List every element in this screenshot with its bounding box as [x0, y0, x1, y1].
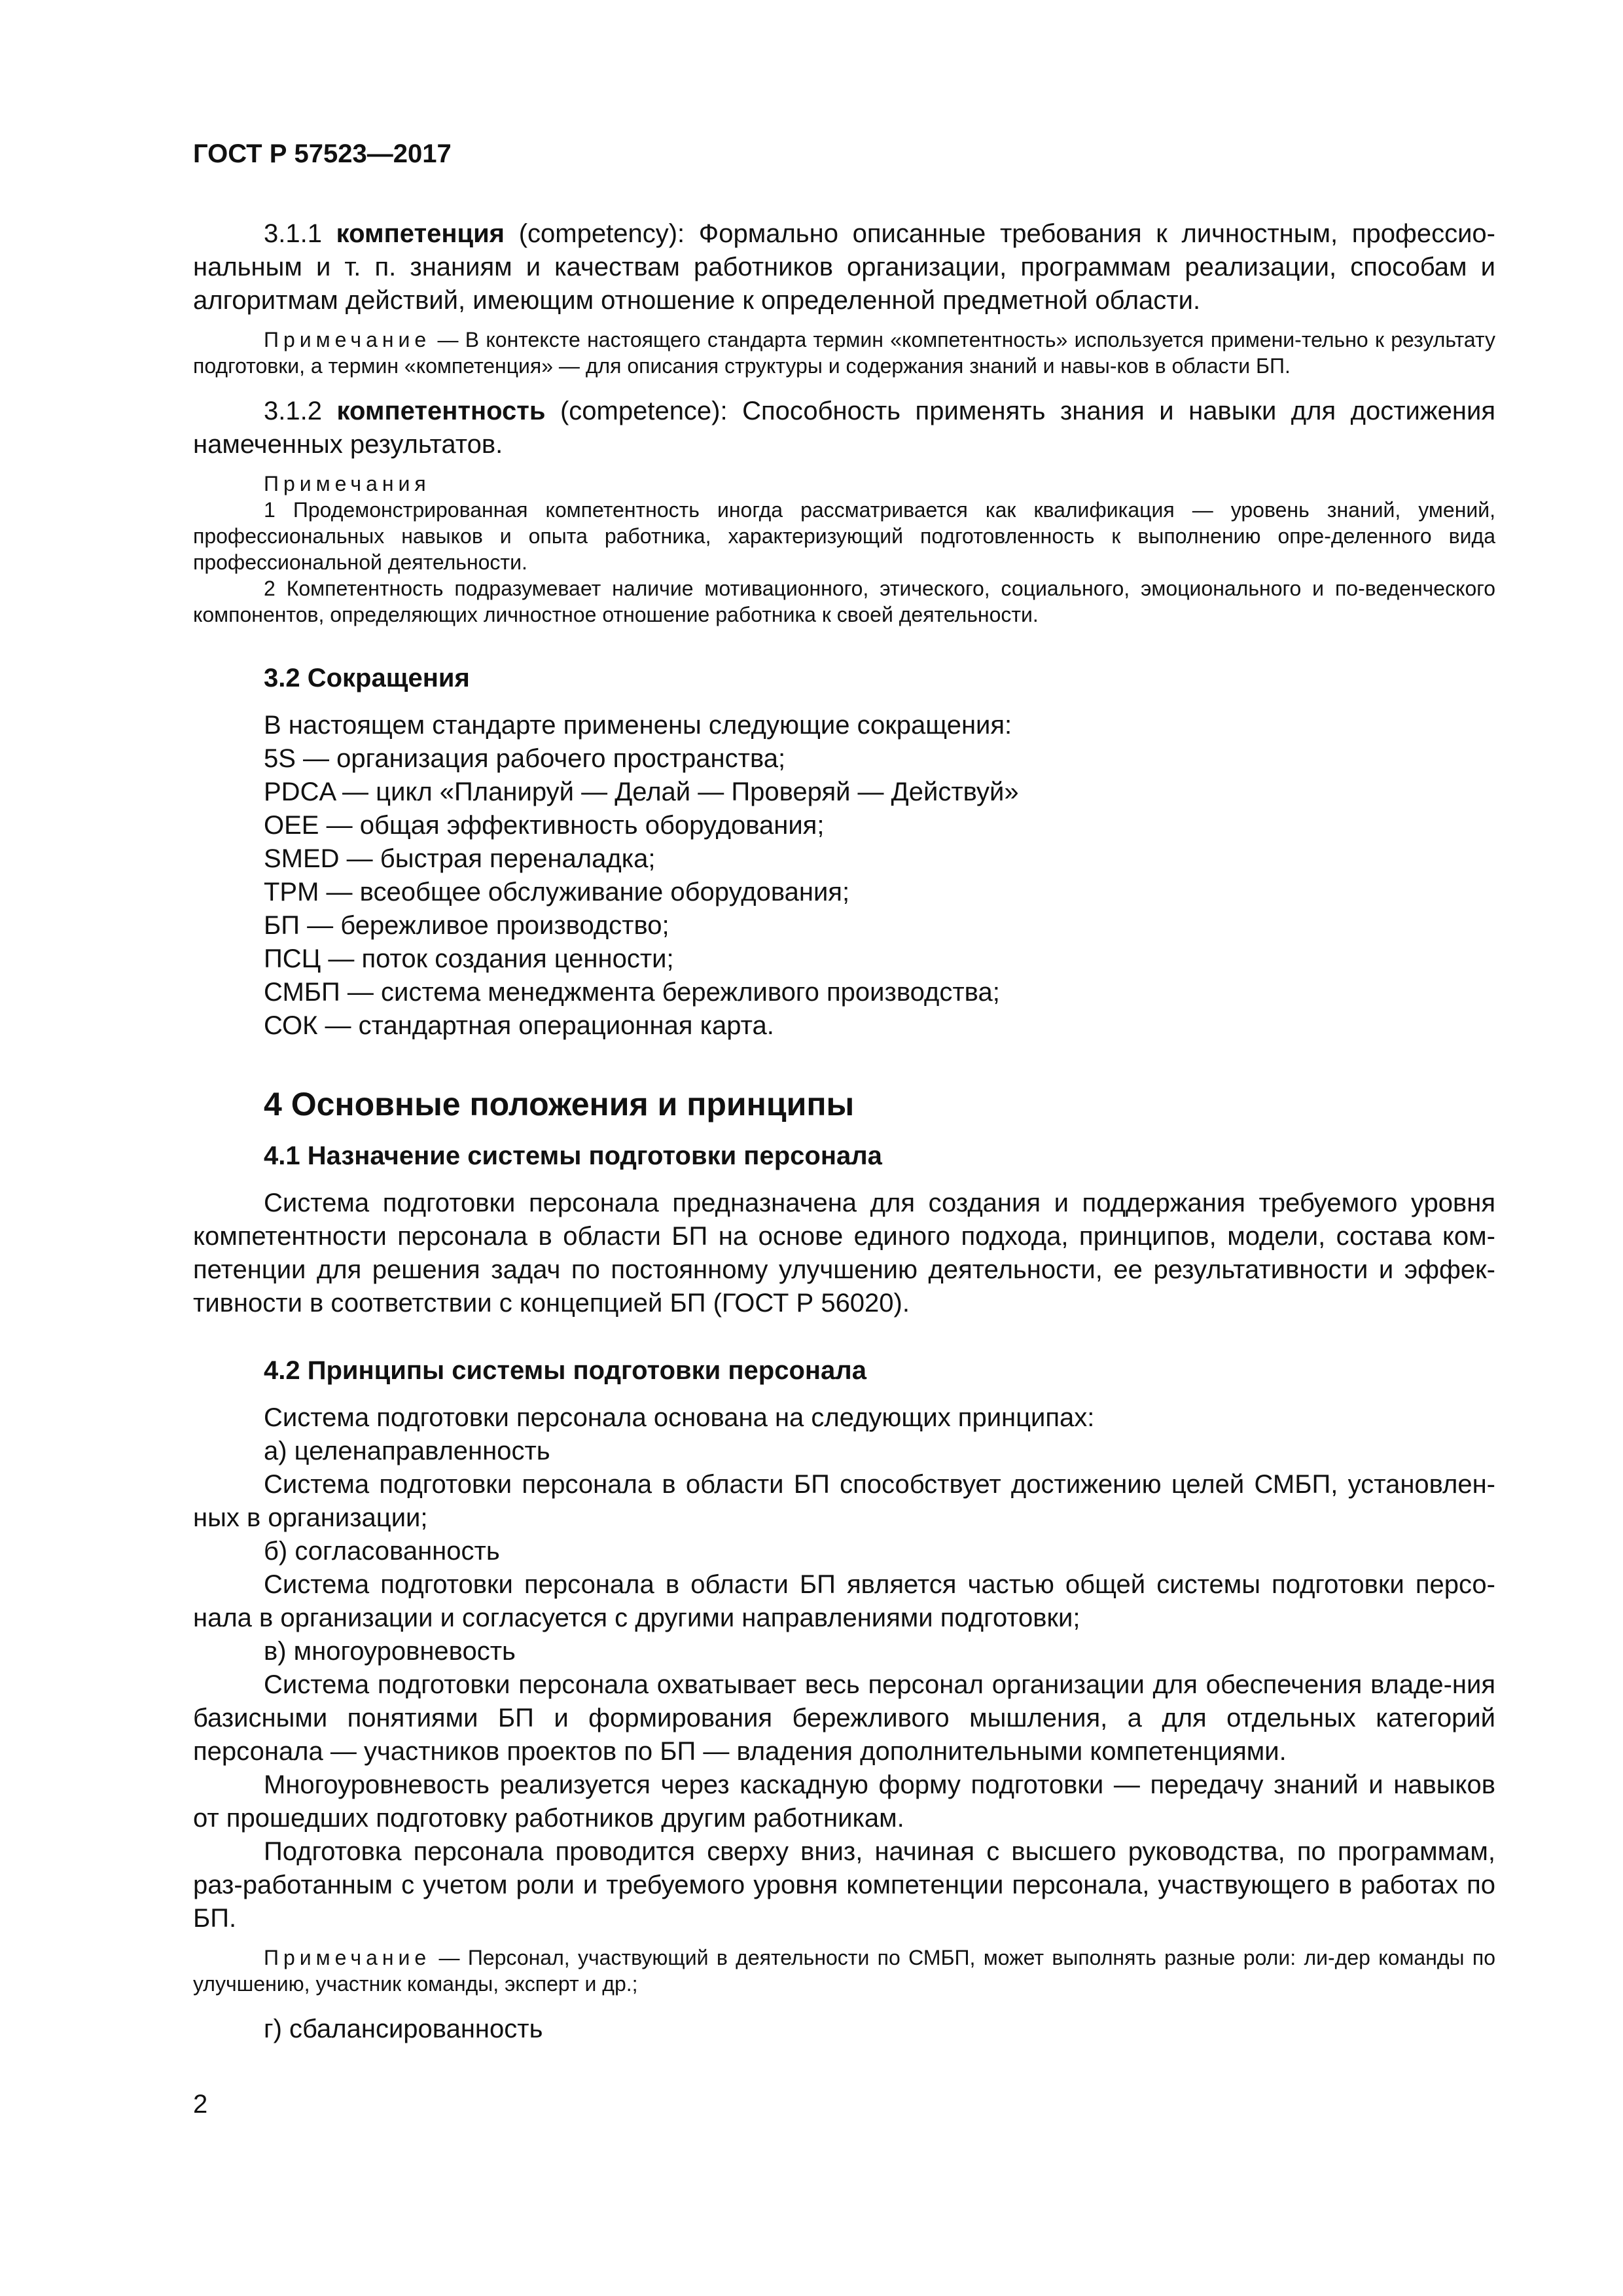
document-page [193, 137, 1495, 2046]
definition-3-1-1 [193, 217, 1495, 317]
abbreviation-item: СМБП — система менеджмента бережливого производства; [264, 978, 1000, 1007]
definition-text: (competency): Формально описанные требования к личностным, профессио-нальным и т. п. знаниям и качествам работников организации, программам реализации, способам и алгоритмам действий, имеющим отношение к определенной предметной области. [193, 219, 1495, 315]
note-item-1: 1 Продемонстрированная компетентность иногда рассматривается как квалификация — уровень знаний, умений, профессиональных навыков и опыта работника, характеризующий подготовленность к выполнению опре-деленного вида профессиональной деятельности. [193, 498, 1495, 574]
paragraph: Система подготовки персонала в области БП является частью общей системы подготовки персо-нала в организации и согласуется с другими направлениями подготовки; [193, 1570, 1495, 1632]
note-3-1-1 [193, 327, 1495, 379]
abbreviation-item: TPM — всеобщее обслуживание оборудования; [264, 878, 850, 906]
definition-text: (competence): Способность применять знания и навыки для достижения намеченных результатов. [193, 397, 1495, 459]
abbreviation-item: БП — бережливое производство; [264, 911, 669, 940]
page-number: 2 [193, 2090, 208, 2119]
section-heading-4-2: 4.2 Принципы системы подготовки персонала [264, 1356, 866, 1385]
abbreviation-item: 5S — организация рабочего пространства; [264, 744, 786, 773]
abbreviation-item: OEE — общая эффективность оборудования; [264, 811, 825, 840]
principle-item: г) сбалансированность [264, 2015, 543, 2043]
notes-label: Примечания [264, 472, 431, 495]
principle-item: в) многоуровневость [264, 1637, 516, 1666]
definition-3-1-2 [193, 395, 1495, 461]
abbreviation-item: SMED — быстрая переналадка; [264, 844, 656, 873]
note-label: Примечание [264, 1946, 431, 1969]
section-heading-3-2: 3.2 Сокращения [264, 664, 470, 692]
paragraph-4-1: Система подготовки персонала предназначена для создания и поддержания требуемого уровня компетентности персонала в области БП на основе единого подхода, принципов, модели, состава ком-петенции для решения задач по постоянному улучшению деятельности, ее результативности и эффек-тивности в соответствии с концепцией БП (ГОСТ Р 56020). [193, 1189, 1495, 1318]
paragraph: Система подготовки персонала основана на следующих принципах: [264, 1403, 1095, 1432]
definition-term: компетентность [336, 397, 546, 425]
abbreviation-item: СОК — стандартная операционная карта. [264, 1011, 774, 1040]
principle-item: а) целенаправленность [264, 1437, 550, 1465]
section-heading-4-1: 4.1 Назначение системы подготовки персонала [264, 1141, 882, 1170]
notes-label-3-1-2 [193, 471, 1495, 497]
document-header: ГОСТ Р 57523—2017 [193, 139, 452, 168]
section-heading-4: 4 Основные положения и принципы [264, 1086, 855, 1122]
paragraph: Система подготовки персонала охватывает весь персонал организации для обеспечения владе-ния базисными понятиями БП и формирования бережливого мышления, а для отдельных категорий персонала — участников проектов по БП — владения дополнительными компетенциями. [193, 1670, 1495, 1766]
principle-item: б) согласованность [264, 1537, 500, 1566]
note-label: Примечание [264, 328, 431, 351]
note-text: — Персонал, участвующий в деятельности по СМБП, может выполнять разные роли: ли-дер команды по улучшению, участник команды, эксперт и др.; [193, 1946, 1495, 1996]
abbreviations-intro: В настоящем стандарте применены следующие сокращения: [264, 711, 1012, 740]
abbreviation-item: PDCA — цикл «Планируй — Делай — Проверяй — Действуй» [264, 778, 1019, 806]
definition-number: 3.1.1 [264, 219, 336, 248]
definition-number: 3.1.2 [264, 397, 337, 425]
note-item-2: 2 Компетентность подразумевает наличие мотивационного, этического, социального, эмоционального и по-веденческого компонентов, определяющих личностное отношение работника к своей деятельности. [193, 577, 1495, 626]
note-4-2 [193, 1945, 1495, 1997]
definition-term: компетенция [336, 219, 505, 248]
note-text: — В контексте настоящего стандарта термин «компетентность» используется примени-тельно к результату подготовки, а термин «компетенция» — для описания структуры и содержания знаний и навы-ков в области БП. [193, 328, 1495, 378]
paragraph: Подготовка персонала проводится сверху вниз, начиная с высшего руководства, по программам, раз-работанным с учетом роли и требуемого уровня компетенции персонала, участвующего в работах по БП. [193, 1837, 1495, 1933]
paragraph: Система подготовки персонала в области БП способствует достижению целей СМБП, установлен-ных в организации; [193, 1470, 1495, 1532]
paragraph: Многоуровневость реализуется через каскадную форму подготовки — передачу знаний и навыков от прошедших подготовку работников другим работникам. [193, 1770, 1495, 1833]
abbreviation-item: ПСЦ — поток создания ценности; [264, 944, 674, 973]
